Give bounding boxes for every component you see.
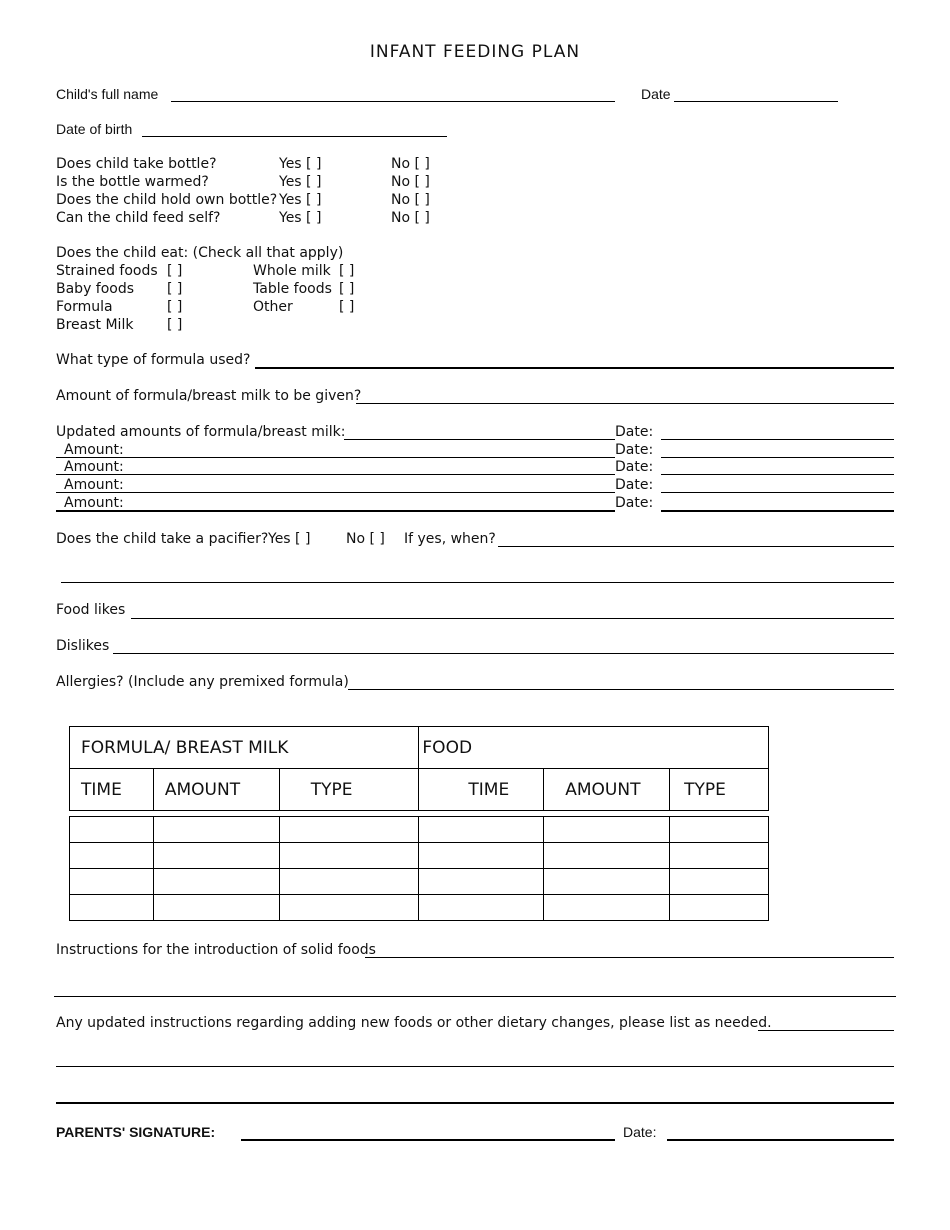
feeding-table-body bbox=[69, 816, 769, 921]
dislikes-label: Dislikes bbox=[56, 638, 110, 654]
table-cell[interactable] bbox=[670, 869, 769, 895]
dob-label: Date of birth bbox=[56, 121, 133, 137]
no-checkbox[interactable]: No [ ] bbox=[391, 174, 430, 190]
dob-field[interactable] bbox=[142, 136, 447, 137]
no-checkbox[interactable]: No [ ] bbox=[391, 156, 430, 172]
pacifier-label: Does the child take a pacifier? bbox=[56, 531, 269, 547]
food-option-label: Other bbox=[253, 299, 293, 315]
signature-label: PARENTS' SIGNATURE: bbox=[56, 1124, 216, 1140]
updated-date-label: Date: bbox=[615, 424, 654, 440]
table-cell[interactable] bbox=[419, 817, 544, 843]
yes-checkbox[interactable]: Yes [ ] bbox=[279, 156, 322, 172]
food-checkbox[interactable]: [ ] bbox=[167, 263, 183, 279]
food-option-label: Strained foods bbox=[56, 263, 158, 279]
amount-row-field[interactable] bbox=[56, 457, 615, 458]
food-likes-label: Food likes bbox=[56, 602, 126, 618]
table-cell[interactable] bbox=[153, 895, 279, 921]
food-option-label: Whole milk bbox=[253, 263, 331, 279]
food-checkbox[interactable]: [ ] bbox=[339, 263, 355, 279]
table-cell[interactable] bbox=[419, 843, 544, 869]
table-cell[interactable] bbox=[670, 817, 769, 843]
food-checkbox[interactable]: [ ] bbox=[339, 299, 355, 315]
column-header: TYPE bbox=[670, 769, 769, 811]
table-cell[interactable] bbox=[279, 843, 419, 869]
amount-label: Amount of formula/breast milk to be given? bbox=[56, 388, 362, 404]
amount-field[interactable] bbox=[356, 403, 894, 404]
table-cell[interactable] bbox=[544, 817, 670, 843]
date-row-label: Date: bbox=[615, 459, 654, 475]
solid-foods-field[interactable] bbox=[365, 957, 894, 958]
amount-row-label: Amount: bbox=[64, 459, 124, 475]
table-cell[interactable] bbox=[279, 895, 419, 921]
food-checkbox[interactable]: [ ] bbox=[167, 299, 183, 315]
feeding-table-header bbox=[69, 726, 769, 811]
food-checkbox[interactable]: [ ] bbox=[167, 317, 183, 333]
table-cell[interactable] bbox=[544, 843, 670, 869]
date-label: Date bbox=[641, 86, 671, 102]
child-name-label: Child's full name bbox=[56, 86, 159, 102]
food-header: FOOD bbox=[419, 727, 769, 769]
dislikes-field[interactable] bbox=[113, 653, 894, 654]
no-checkbox[interactable]: No [ ] bbox=[391, 210, 430, 226]
question-label: Can the child feed self? bbox=[56, 210, 221, 226]
amount-row-label: Amount: bbox=[64, 477, 124, 493]
column-header: AMOUNT bbox=[544, 769, 670, 811]
date-row-label: Date: bbox=[615, 442, 654, 458]
signature-field[interactable] bbox=[241, 1139, 615, 1141]
solid-foods-extra-line[interactable] bbox=[54, 996, 896, 997]
food-checkbox[interactable]: [ ] bbox=[167, 281, 183, 297]
yes-checkbox[interactable]: Yes [ ] bbox=[279, 210, 322, 226]
question-label: Does child take bottle? bbox=[56, 156, 217, 172]
updated-instructions-line[interactable] bbox=[56, 1066, 894, 1067]
food-option-label: Baby foods bbox=[56, 281, 135, 297]
food-option-label: Breast Milk bbox=[56, 317, 134, 333]
table-row bbox=[70, 895, 769, 921]
table-cell[interactable] bbox=[279, 869, 419, 895]
table-cell[interactable] bbox=[153, 869, 279, 895]
no-checkbox[interactable]: No [ ] bbox=[391, 192, 430, 208]
allergies-label: Allergies? (Include any premixed formula) bbox=[56, 674, 349, 690]
food-option-label: Formula bbox=[56, 299, 113, 315]
column-header: TIME bbox=[419, 769, 544, 811]
food-option-label: Table foods bbox=[253, 281, 332, 297]
pacifier-extra-line[interactable] bbox=[61, 582, 894, 583]
updated-instructions-line[interactable] bbox=[56, 1102, 894, 1104]
table-cell[interactable] bbox=[279, 817, 419, 843]
page-title: INFANT FEEDING PLAN bbox=[369, 42, 581, 62]
table-cell[interactable] bbox=[70, 843, 154, 869]
pacifier-yes-checkbox[interactable]: Yes [ ] bbox=[268, 531, 311, 547]
column-header: AMOUNT bbox=[153, 769, 279, 811]
formula-type-label: What type of formula used? bbox=[56, 352, 251, 368]
table-row bbox=[70, 817, 769, 843]
table-cell[interactable] bbox=[544, 895, 670, 921]
eat-label: Does the child eat: (Check all that apply) bbox=[56, 245, 344, 261]
signature-date-field[interactable] bbox=[667, 1139, 894, 1141]
question-label: Does the child hold own bottle? bbox=[56, 192, 278, 208]
food-checkbox[interactable]: [ ] bbox=[339, 281, 355, 297]
date-row-field[interactable] bbox=[661, 457, 894, 458]
table-row bbox=[70, 843, 769, 869]
table-row bbox=[70, 869, 769, 895]
table-cell[interactable] bbox=[153, 843, 279, 869]
table-cell[interactable] bbox=[670, 895, 769, 921]
table-cell[interactable] bbox=[70, 895, 154, 921]
amount-row-field[interactable] bbox=[56, 510, 615, 512]
amount-row-label: Amount: bbox=[64, 495, 124, 511]
formula-header: FORMULA/ BREAST MILK bbox=[70, 727, 419, 769]
solid-foods-label: Instructions for the introduction of solid foods bbox=[56, 942, 376, 958]
food-likes-field[interactable] bbox=[131, 618, 894, 619]
date-field[interactable] bbox=[674, 101, 838, 102]
column-header: TYPE bbox=[279, 769, 419, 811]
table-cell[interactable] bbox=[153, 817, 279, 843]
table-cell[interactable] bbox=[544, 869, 670, 895]
date-row-field[interactable] bbox=[661, 474, 894, 475]
table-cell[interactable] bbox=[419, 869, 544, 895]
child-name-field[interactable] bbox=[171, 101, 615, 102]
date-row-label: Date: bbox=[615, 495, 654, 511]
table-cell[interactable] bbox=[70, 817, 154, 843]
pacifier-no-checkbox[interactable]: No [ ] bbox=[346, 531, 385, 547]
allergies-field[interactable] bbox=[348, 689, 894, 690]
updated-instructions-field[interactable] bbox=[758, 1030, 894, 1031]
table-cell[interactable] bbox=[670, 843, 769, 869]
date-row-field[interactable] bbox=[661, 492, 894, 493]
column-header: TIME bbox=[70, 769, 154, 811]
table-cell[interactable] bbox=[70, 869, 154, 895]
yes-checkbox[interactable]: Yes [ ] bbox=[279, 192, 322, 208]
yes-checkbox[interactable]: Yes [ ] bbox=[279, 174, 322, 190]
updated-amount-field[interactable] bbox=[344, 439, 615, 440]
date-row-field[interactable] bbox=[661, 510, 894, 512]
question-label: Is the bottle warmed? bbox=[56, 174, 209, 190]
date-row-label: Date: bbox=[615, 477, 654, 493]
pacifier-when-field[interactable] bbox=[498, 546, 894, 547]
updated-instructions-label: Any updated instructions regarding adding new foods or other dietary changes, please list as needed. bbox=[56, 1015, 772, 1031]
amount-row-field[interactable] bbox=[56, 474, 615, 475]
signature-date-label: Date: bbox=[623, 1124, 657, 1140]
amount-row-field[interactable] bbox=[56, 492, 615, 493]
updated-date-field[interactable] bbox=[661, 439, 894, 440]
pacifier-when-label: If yes, when? bbox=[404, 531, 496, 547]
formula-type-field[interactable] bbox=[255, 367, 894, 369]
amount-row-label: Amount: bbox=[64, 442, 124, 458]
updated-amounts-label: Updated amounts of formula/breast milk: bbox=[56, 424, 346, 440]
table-cell[interactable] bbox=[419, 895, 544, 921]
